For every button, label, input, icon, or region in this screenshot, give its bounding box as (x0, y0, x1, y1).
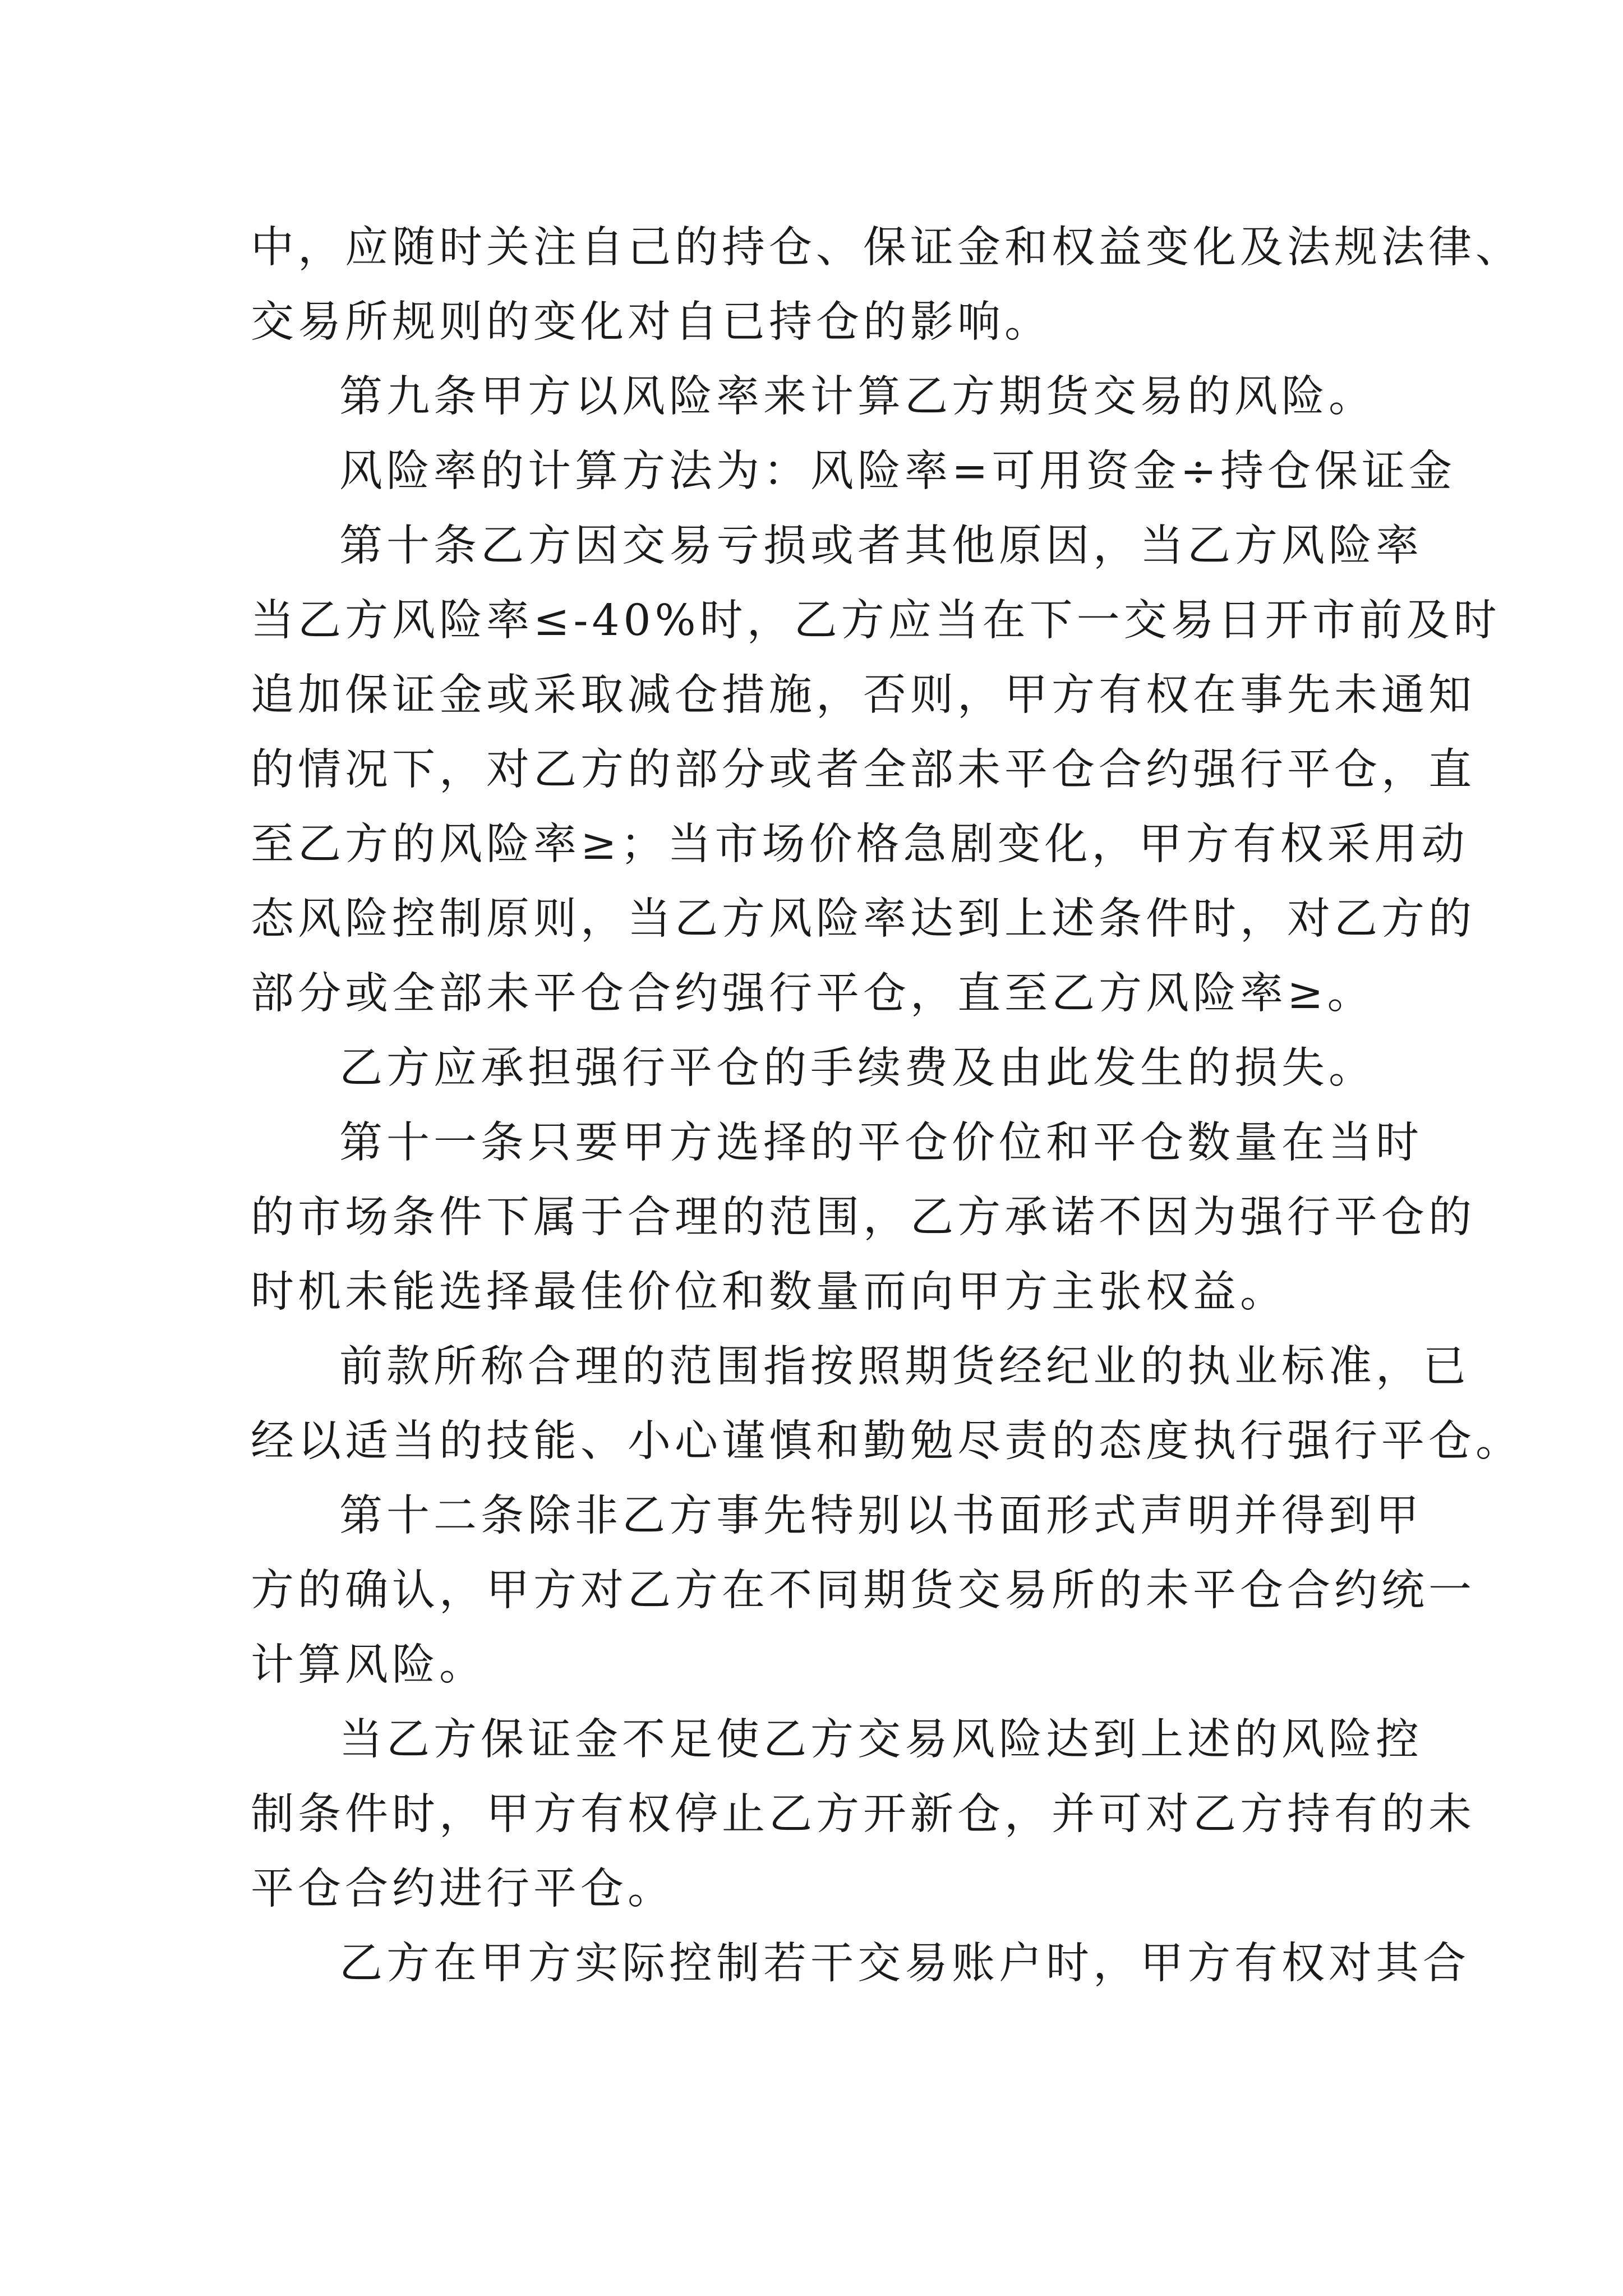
text-line: 第十一条只要甲方选择的平仓价位和平仓数量在当时 (339, 1118, 1423, 1168)
text-line: 的市场条件下属于合理的范围，乙方承诺不因为强行平仓的 (251, 1193, 1476, 1243)
text-line: 的情况下，对乙方的部分或者全部未平仓合约强行平仓，直 (251, 745, 1476, 795)
text-line: 时机未能选择最佳价位和数量而向甲方主张权益。 (251, 1267, 1287, 1317)
text-line: 至乙方的风险率≥；当市场价格急剧变化，甲方有权采用动 (251, 820, 1469, 869)
text-line: 乙方在甲方实际控制若干交易账户时，甲方有权对其合 (339, 1939, 1470, 1989)
text-line: 态风险控制原则，当乙方风险率达到上述条件时，对乙方的 (251, 894, 1476, 944)
text-line: 方的确认，甲方对乙方在不同期货交易所的未平仓合约统一 (251, 1566, 1476, 1616)
text-line: 当乙方保证金不足使乙方交易风险达到上述的风险控 (339, 1715, 1423, 1765)
text-line: 计算风险。 (251, 1640, 486, 1690)
text-line: 当乙方风险率≤-40%时，乙方应当在下一交易日开市前及时 (251, 596, 1501, 646)
text-line: 平仓合约进行平仓。 (251, 1864, 675, 1914)
text-line: 中，应随时关注自己的持仓、保证金和权益变化及法规法律、 (251, 223, 1523, 273)
document-body (251, 210, 1523, 2001)
text-line: 追加保证金或采取减仓措施，否则，甲方有权在事先未通知 (251, 670, 1476, 720)
text-line: 乙方应承担强行平仓的手续费及由此发生的损失。 (339, 1043, 1376, 1093)
text-line: 制条件时，甲方有权停止乙方开新仓，并可对乙方持有的未 (251, 1789, 1476, 1839)
text-line: 经以适当的技能、小心谨慎和勤勉尽责的态度执行强行平仓。 (251, 1416, 1523, 1466)
text-line: 前款所称合理的范围指按照期货经纪业的执业标准，已 (339, 1342, 1470, 1392)
text-line: 风险率的计算方法为：风险率=可用资金÷持仓保证金 (339, 447, 1456, 496)
text-line: 第九条甲方以风险率来计算乙方期货交易的风险。 (339, 372, 1376, 422)
text-line: 部分或全部未平仓合约强行平仓，直至乙方风险率≥。 (251, 969, 1375, 1019)
text-line: 第十条乙方因交易亏损或者其他原因，当乙方风险率 (339, 521, 1423, 571)
text-line: 第十二条除非乙方事先特别以书面形式声明并得到甲 (339, 1491, 1423, 1541)
text-line: 交易所规则的变化对自已持仓的影响。 (251, 297, 1052, 347)
